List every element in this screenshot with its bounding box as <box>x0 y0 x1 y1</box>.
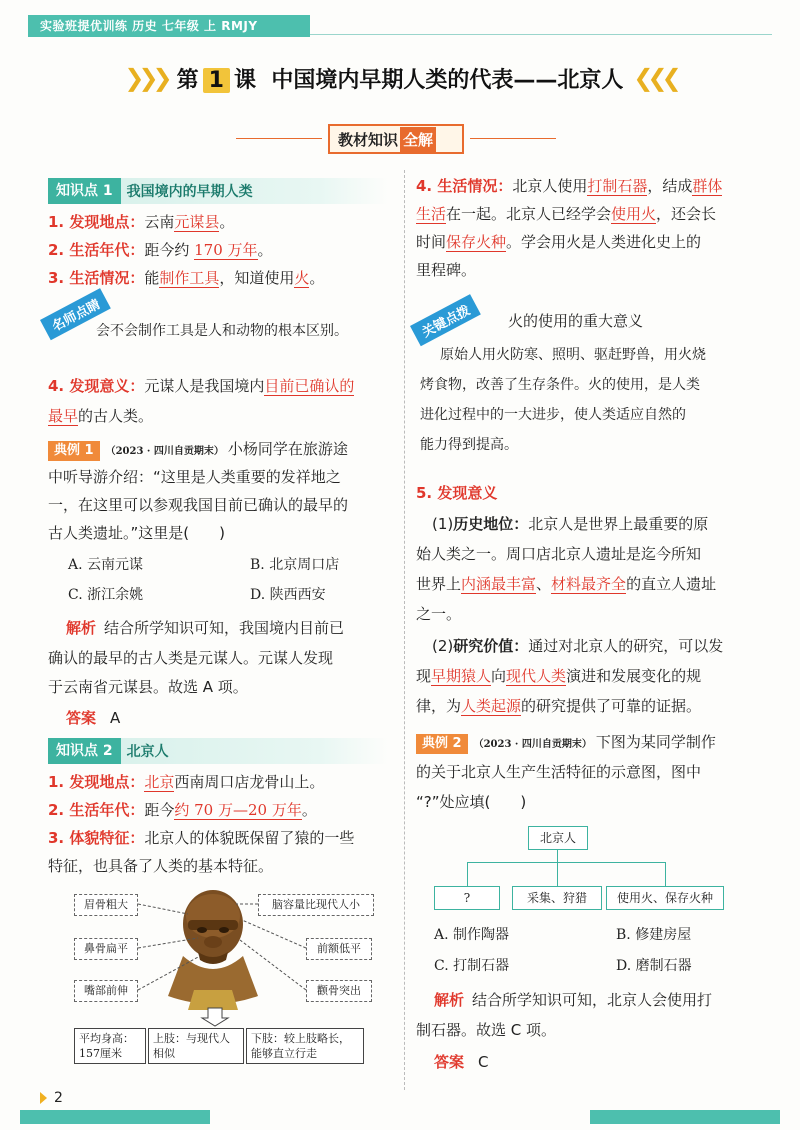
ex2-question-line2: 的关于北京人生产生活特征的示意图，图中 <box>416 763 702 781</box>
page-number: 2 <box>54 1090 63 1106</box>
kp1-item3: 3. 生活情况：能制作工具，知道使用火。 <box>48 269 325 287</box>
ex1-question-line2: 中听导游介绍：“这里是人类重要的发祥地之 <box>48 468 341 486</box>
tree-branch-c <box>665 862 666 886</box>
section-rule-right <box>470 138 556 139</box>
label-flat-nose: 鼻骨扁平 <box>74 938 138 960</box>
section-title-highlight: 全解 <box>400 127 436 152</box>
kp2-title: 北京人 <box>126 744 169 760</box>
history-status-line1: (1)历史地位：北京人是世界上最重要的原 <box>432 515 709 533</box>
tree-stem <box>557 850 558 862</box>
key-line4: 能力得到提高。 <box>420 437 518 453</box>
ex1-question-line4: 古人类遗址。”这里是( ) <box>48 524 225 542</box>
kp2-banner <box>48 738 388 764</box>
ex2-analysis-label: 解析 <box>434 991 465 1009</box>
tree-node-unknown: ? <box>434 886 500 910</box>
research-value-line2: 现早期猿人向现代人类演进和发展变化的规 <box>416 667 702 685</box>
label-low-forehead: 前额低平 <box>306 938 372 960</box>
peking-man-figure <box>60 880 380 1070</box>
section-banner <box>328 124 464 154</box>
lesson-name: 中国境内早期人类的代表——北京人 <box>271 67 624 93</box>
label-lower-limbs: 下肢：较上肢略长， 能够直立行走 <box>246 1028 364 1064</box>
ex1-analysis-line3: 于云南省元谋县。故选 A 项。 <box>48 678 248 696</box>
section-title: 教材知识 <box>338 130 399 149</box>
key-line3: 进化过程中的一大进步，使人类适应自然的 <box>420 407 686 423</box>
ex1-analysis-line2: 确认的最早的古人类是元谋人。元谋人发现 <box>48 649 334 667</box>
tree-root: 北京人 <box>528 826 588 850</box>
ex2-option-a: A. 制作陶器 <box>434 927 510 943</box>
key-ribbon-label: 关键点拨 <box>410 294 481 346</box>
footer-bar-left <box>20 1110 210 1124</box>
ex2-answer-value: C <box>478 1053 489 1071</box>
label-protruding-mouth: 嘴部前伸 <box>74 980 138 1002</box>
lesson-number: 1 <box>203 68 230 93</box>
kp1-item4-cont: 最早的古人类。 <box>48 407 154 425</box>
lesson-title <box>40 60 760 96</box>
ex1-source: （2023 · 四川自贡期末） <box>105 446 224 457</box>
ex1-question-line1: 典例 1 （2023 · 四川自贡期末） 小杨同学在旅游途 <box>48 435 348 466</box>
ex2-analysis-line1: 解析 结合所学知识可知，北京人会使用打 <box>434 991 713 1009</box>
key-line1: 原始人用火防寒、照明、驱赶野兽，用火烧 <box>440 347 706 363</box>
kp1-item4: 4. 发现意义：元谋人是我国境内目前已确认的 <box>48 377 355 395</box>
ex2-question-line1: 典例 2 （2023 · 四川自贡期末） 下图为某同学制作 <box>416 728 716 759</box>
column-divider <box>404 170 405 1090</box>
ex1-option-d: D. 陕西西安 <box>250 587 326 603</box>
kp2-item4-line1: 4. 生活情况：北京人使用打制石器，结成群体 <box>416 177 723 195</box>
tree-node-gathering: 采集、狩猎 <box>512 886 602 910</box>
tree-node-fire: 使用火、保存火种 <box>606 886 724 910</box>
ex1-option-c: C. 浙江余姚 <box>68 587 144 603</box>
ex2-answer-label: 答案 <box>434 1053 465 1071</box>
ex1-analysis-line1: 解析 结合所学知识可知，我国境内目前已 <box>66 619 345 637</box>
kp2-item3: 3. 体貌特征：北京人的体貌既保留了猿的一些 <box>48 829 355 847</box>
history-status-line2: 始人类之一。周口店北京人遗址是迄今所知 <box>416 545 702 563</box>
kp2-item4-line4: 里程碑。 <box>416 261 477 279</box>
key-title: 火的使用的重大意义 <box>508 312 644 330</box>
series-text: 实验班提优训练 历史 七年级 上 RMJY <box>40 19 258 33</box>
ex2-question-line3: “?”处应填( ) <box>416 793 527 811</box>
ex2-option-b: B. 修建房屋 <box>616 927 692 943</box>
ex1-tag: 典例 1 <box>48 441 100 461</box>
kp2-item1: 1. 发现地点：北京西南周口店龙骨山上。 <box>48 773 325 791</box>
tip-ribbon-label: 名师点睛 <box>40 288 111 340</box>
history-status-line3: 世界上内涵最丰富、材料最齐全的直立人遗址 <box>416 575 717 593</box>
ex1-question-line3: 一，在这里可以参观我国目前已确认的最早的 <box>48 496 349 514</box>
section-rule-left <box>236 138 322 139</box>
research-value-line1: (2)研究价值：通过对北京人的研究，可以发 <box>432 637 724 655</box>
key-line2: 烤食物，改善了生存条件。火的使用，是人类 <box>420 377 700 393</box>
double-chevron-left-icon: ❮❮❮ <box>633 64 676 92</box>
ex2-analysis-line2: 制石器。故选 C 项。 <box>416 1021 557 1039</box>
tree-branch-b <box>557 862 558 886</box>
tree-bar <box>467 862 665 863</box>
ex2-answer <box>434 1048 489 1076</box>
ex1-answer-value: A <box>110 709 121 727</box>
kp1-title: 我国境内的早期人类 <box>126 184 253 200</box>
ex2-option-c: C. 打制石器 <box>434 958 510 974</box>
ex1-option-b: B. 北京周口店 <box>250 557 340 573</box>
kp2-item4-line2: 生活在一起。北京人已经学会使用火，还会长 <box>416 205 717 223</box>
ex1-analysis-label: 解析 <box>66 619 97 637</box>
header-rule <box>310 34 772 35</box>
footer-bar-right <box>590 1110 780 1124</box>
kp2-tag: 知识点 2 <box>48 738 121 764</box>
kp1-item2: 2. 生活年代：距今约 170 万年。 <box>48 241 273 259</box>
kp1-tag: 知识点 1 <box>48 178 121 204</box>
tree-branch-a <box>467 862 468 886</box>
label-height: 平均身高： 157厘米 <box>74 1028 146 1064</box>
kp1-banner <box>48 178 388 204</box>
lesson-heading: 第 1 课 中国境内早期人类的代表——北京人 <box>176 67 624 93</box>
label-brain-capacity: 脑容量比现代人小 <box>258 894 374 916</box>
ex1-answer-label: 答案 <box>66 709 97 727</box>
research-value-line3: 律，为人类起源的研究提供了可靠的证据。 <box>416 697 702 715</box>
ex1-option-a: A. 云南元谋 <box>68 557 144 573</box>
series-bar <box>28 15 310 37</box>
kp2-item5: 5. 发现意义 <box>416 484 498 502</box>
kp2-item4-line3: 时间保存火种。学会用火是人类进化史上的 <box>416 233 702 251</box>
label-brow-ridge: 眉骨粗大 <box>74 894 138 916</box>
ex2-tag: 典例 2 <box>416 734 468 754</box>
tip-text: 会不会制作工具是人和动物的根本区别。 <box>96 323 348 339</box>
double-chevron-right-icon: ❯❯❯ <box>124 64 167 92</box>
ex1-answer <box>66 704 120 732</box>
page-arrow-icon <box>40 1092 47 1104</box>
label-cheekbones: 颧骨突出 <box>306 980 372 1002</box>
kp1-item1: 1. 发现地点：云南元谋县。 <box>48 213 235 231</box>
kp2-item2: 2. 生活年代：距今约 70 万—20 万年。 <box>48 801 317 819</box>
label-upper-limbs: 上肢：与现代人 相似 <box>148 1028 244 1064</box>
ex2-source: （2023 · 四川自贡期末） <box>473 739 592 750</box>
kp2-item3-cont: 特征，也具备了人类的基本特征。 <box>48 857 274 875</box>
history-status-line4: 之一。 <box>416 605 462 623</box>
ex2-option-d: D. 磨制石器 <box>616 958 692 974</box>
